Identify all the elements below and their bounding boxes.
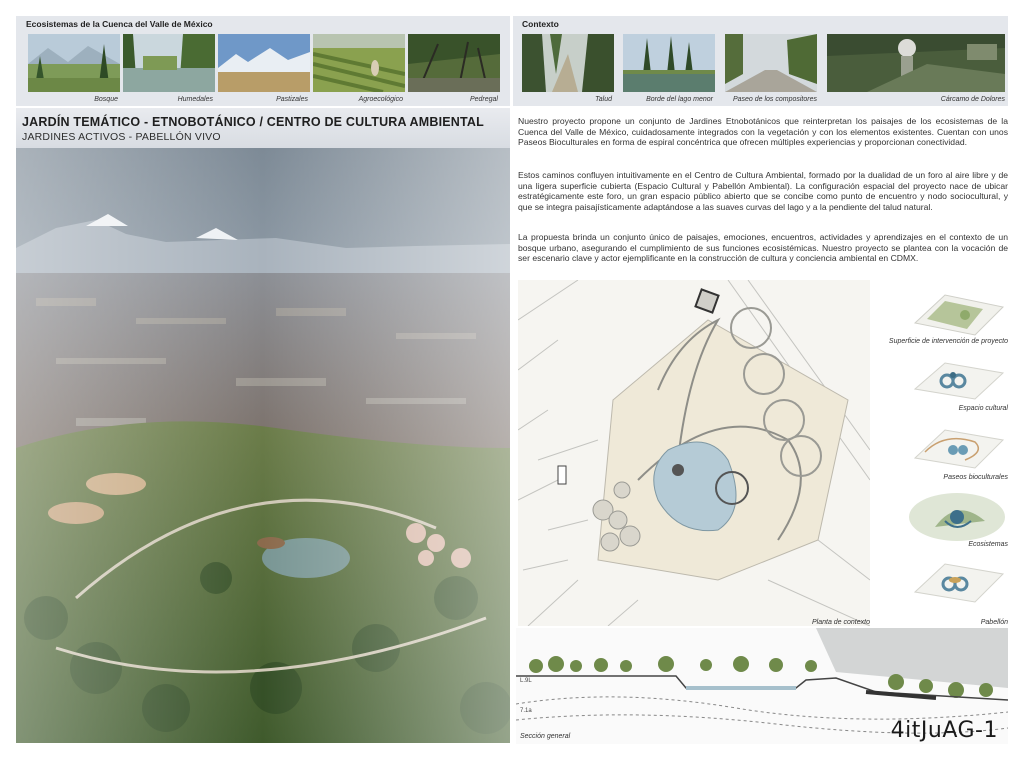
photo-pedregal xyxy=(408,34,500,92)
level-label-a: L.9L xyxy=(520,678,532,684)
diagram-espacio-cultural-label: Espacio cultural xyxy=(958,405,1008,412)
photo-borde-lago xyxy=(623,34,715,92)
diagram-pabellon-label: Pabellón xyxy=(980,619,1008,626)
photo-carcamo-dolores xyxy=(827,34,1005,92)
diagram-paseos xyxy=(905,422,1008,478)
context-title: Contexto xyxy=(522,19,559,29)
photo-agroecologico xyxy=(313,34,405,92)
caption-pastizales: Pastizales xyxy=(276,96,308,103)
title-block xyxy=(16,108,510,148)
aerial-render xyxy=(16,148,510,743)
level-label-b: 7.1a xyxy=(520,708,532,714)
context-strip xyxy=(513,16,1008,106)
project-code: 4itJuAG-1 xyxy=(890,718,998,743)
diagram-intervention-label: Superficie de intervención de proyecto xyxy=(888,338,1008,345)
caption-borde-lago: Borde del lago menor xyxy=(646,96,713,103)
description-paragraph-3: La propuesta brinda un conjunto único de paisajes, emociones, encuentros, actividades y aprendizajes en el contexto de un bosque urbano, asegurando el cumplimiento de sus funciones ecosistémicas. Nuestro proyecto se plantea con la vocación de ser escenario clave y actor ejemplificante en la construcción de cultura y conciencia ambiental en CDMX. xyxy=(518,232,1008,264)
photo-pastizales xyxy=(218,34,310,92)
section-caption: Sección general xyxy=(520,733,571,740)
page-subtitle: JARDINES ACTIVOS - PABELLÓN VIVO xyxy=(22,131,221,143)
photo-talud xyxy=(522,34,614,92)
photo-bosque xyxy=(28,34,120,92)
ecosystems-title: Ecosistemas de la Cuenca del Valle de México xyxy=(26,19,213,29)
plan-caption: Planta de contexto xyxy=(812,619,870,626)
caption-talud: Talud xyxy=(595,96,612,103)
caption-humedales: Humedales xyxy=(177,96,213,103)
caption-carcamo: Cárcamo de Dolores xyxy=(940,96,1005,103)
diagram-espacio-cultural xyxy=(905,355,1008,411)
ecosystems-strip xyxy=(16,16,510,106)
diagram-ecosistemas xyxy=(905,487,1008,543)
description-paragraph-1: Nuestro proyecto propone un conjunto de Jardines Etnobotánicos que reinterpretan los paisajes de los ecosistemas de la Cuenca del Valle de México, cuidadosamente integrados con la vegetación y con los elementos existentes. Cuentan con unos Paseos Bioculturales en forma de espiral concéntrica que ofrecen múltiples experiencias y proporcionan conectividad. xyxy=(518,116,1008,148)
page-title: JARDÍN TEMÁTICO - ETNOBOTÁNICO / CENTRO DE CULTURA AMBIENTAL xyxy=(22,115,484,129)
diagram-paseos-label: Paseos bioculturales xyxy=(943,474,1008,481)
photo-paseo-compositores xyxy=(725,34,817,92)
photo-humedales xyxy=(123,34,215,92)
caption-pedregal: Pedregal xyxy=(469,96,498,103)
diagram-ecosistemas-label: Ecosistemas xyxy=(968,541,1008,548)
description-paragraph-2: Estos caminos confluyen intuitivamente en el Centro de Cultura Ambiental, formado por la dualidad de un foro al aire libre y de una ligera superficie cubierta (Espacio Cultural y Pabellón Ambiental). La configuración espacial del proyecto nace de ubicar estratégicamente este foro, un gran espacio público abierto que se concibe como punto de encuentro y nodo sociocultural, y que se integra paisajísticamente adaptándose a las suaves curvas del lago y a la pendiente del talud natural. xyxy=(518,170,1008,212)
diagram-intervention xyxy=(905,285,1008,341)
context-plan xyxy=(518,280,870,626)
caption-bosque: Bosque xyxy=(94,96,118,103)
caption-paseo-compositores: Paseo de los compositores xyxy=(732,96,817,103)
caption-agroecologico: Agroecológico xyxy=(358,96,403,103)
diagram-pabellon xyxy=(905,556,1008,612)
